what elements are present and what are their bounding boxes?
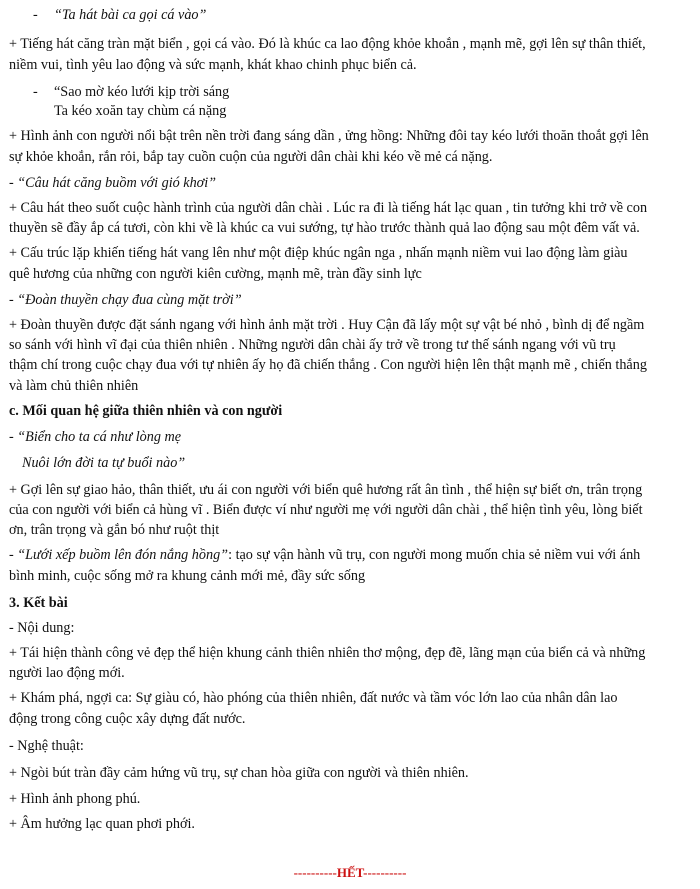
paragraph-line: động trong công cuộc xây dựng đất nước.: [9, 711, 246, 727]
paragraph-line: + Âm hưởng lạc quan phơi phới.: [9, 816, 195, 832]
section-heading: c. Mối quan hệ giữa thiên nhiên và con người: [9, 403, 283, 419]
paragraph-line: sự khỏe khoắn, rắn rỏi, bắp tay cuồn cuộn của người dân chài khi kéo về mẻ cá nặng.: [9, 149, 493, 165]
poem-quote: “Lưới xếp buồm lên đón nắng hồng”: [17, 547, 229, 563]
poem-quote: Nuôi lớn đời ta tự buổi nào”: [22, 455, 186, 471]
paragraph-line: người lao động mới.: [9, 665, 125, 681]
paragraph-line: niềm vui, tình yêu lao động và sức mạnh, khát khao chinh phục biển cả.: [9, 57, 417, 73]
bullet-dash: -: [33, 7, 38, 23]
paragraph-line: + Hình ảnh phong phú.: [9, 791, 141, 807]
quote-suffix: : tạo sự vận hành vũ trụ, con người mong muốn chia sẻ niềm vui với ánh: [228, 547, 641, 563]
quote-prefix: -: [9, 292, 18, 308]
paragraph-line: quê hương của những con người kiên cường, mạnh mẽ, tràn đầy sinh lực: [9, 266, 422, 282]
poem-quote: “Sao mờ kéo lưới kịp trời sáng: [54, 84, 230, 100]
bullet-dash: -: [33, 84, 38, 100]
paragraph-line: so sánh với hình vĩ đại của thiên nhiên . Những người dân chài ấy trở về trong tư thế sánh ngang với vũ trụ: [9, 337, 616, 353]
quote-prefix: -: [9, 175, 18, 191]
paragraph-line: ơn, trân trọng và gắn bó như ruột thịt: [9, 522, 220, 538]
paragraph-line: + Ngòi bút tràn đầy cảm hứng vũ trụ, sự chan hòa giữa con người và thiên nhiên.: [9, 765, 469, 781]
quote-line: [9, 174, 216, 192]
paragraph-line: thuyền sẽ đầy ắp cá tươi, còn khi về là khúc ca vui sướng, tự hào trước thành quả lao động sau một đêm vất vả.: [9, 220, 640, 236]
poem-quote: “Biển cho ta cá như lòng mẹ: [17, 429, 182, 445]
paragraph-line: - Nội dung:: [9, 620, 75, 636]
quote-line: [9, 291, 242, 309]
paragraph-line: của con người với biển cả hùng vĩ . Biển được ví như người mẹ với người dân chài , thể hiện tình yêu, lòng biết: [9, 502, 643, 518]
paragraph-line: - Nghệ thuật:: [9, 738, 84, 754]
paragraph-line: và làm chủ thiên nhiên: [9, 378, 139, 394]
paragraph-line: bình minh, cuộc sống mở ra khung cảnh mới mẻ, đầy sức sống: [9, 568, 366, 584]
quote-prefix: -: [9, 429, 18, 445]
paragraph-line: + Gợi lên sự giao hảo, thân thiết, ưu ái con người với biển quê hương rất ân tình , thể hiện sự biết ơn, trân trọng: [9, 482, 643, 498]
paragraph-line: + Đoàn thuyền được đặt sánh ngang với hình ảnh mặt trời . Huy Cận đã lấy một sự vật bé nhỏ , bình dị để ngầm: [9, 317, 645, 333]
quote-line: [9, 546, 640, 564]
end-marker: ----------HẾT----------: [293, 865, 407, 880]
poem-quote: Ta kéo xoăn tay chùm cá nặng: [54, 103, 227, 119]
paragraph-line: + Khám phá, ngợi ca: Sự giàu có, hào phóng của thiên nhiên, đất nước và tầm vóc lớn lao của nhân dân lao: [9, 690, 618, 706]
paragraph-line: + Hình ảnh con người nổi bật trên nền trời đang sáng dần , ửng hồng: Những đôi tay kéo lưới thoăn thoắt gợi lên: [9, 128, 649, 144]
paragraph-line: thậm chí trong cuộc chạy đua với tự nhiên ấy họ đã chiến thắng . Con người hiện lên thật mạnh mẽ , chiến thắng: [9, 357, 647, 373]
paragraph-line: + Tiếng hát căng tràn mặt biển , gọi cá vào. Đó là khúc ca lao động khỏe khoắn , mạnh mẽ, gợi lên sự thân thiết,: [9, 36, 646, 52]
poem-quote: “Câu hát căng buồm với gió khơi”: [17, 175, 217, 191]
poem-quote: “Đoàn thuyền chạy đua cùng mặt trời”: [17, 292, 242, 308]
quote-prefix: -: [9, 547, 18, 563]
section-heading: 3. Kết bài: [9, 595, 68, 611]
paragraph-line: + Câu hát theo suốt cuộc hành trình của người dân chài . Lúc ra đi là tiếng hát lạc quan , tin tưởng khi trở về con: [9, 200, 648, 216]
poem-quote: “Ta hát bài ca gọi cá vào”: [54, 7, 207, 23]
paragraph-line: + Cấu trúc lặp khiến tiếng hát vang lên như một điệp khúc ngân nga , nhấn mạnh niềm vui lao động làm giàu: [9, 245, 628, 261]
quote-line: [9, 428, 181, 446]
paragraph-line: + Tái hiện thành công vẻ đẹp thể hiện khung cảnh thiên nhiên thơ mộng, đẹp đẽ, lãng mạn của biển cả và những: [9, 645, 646, 661]
